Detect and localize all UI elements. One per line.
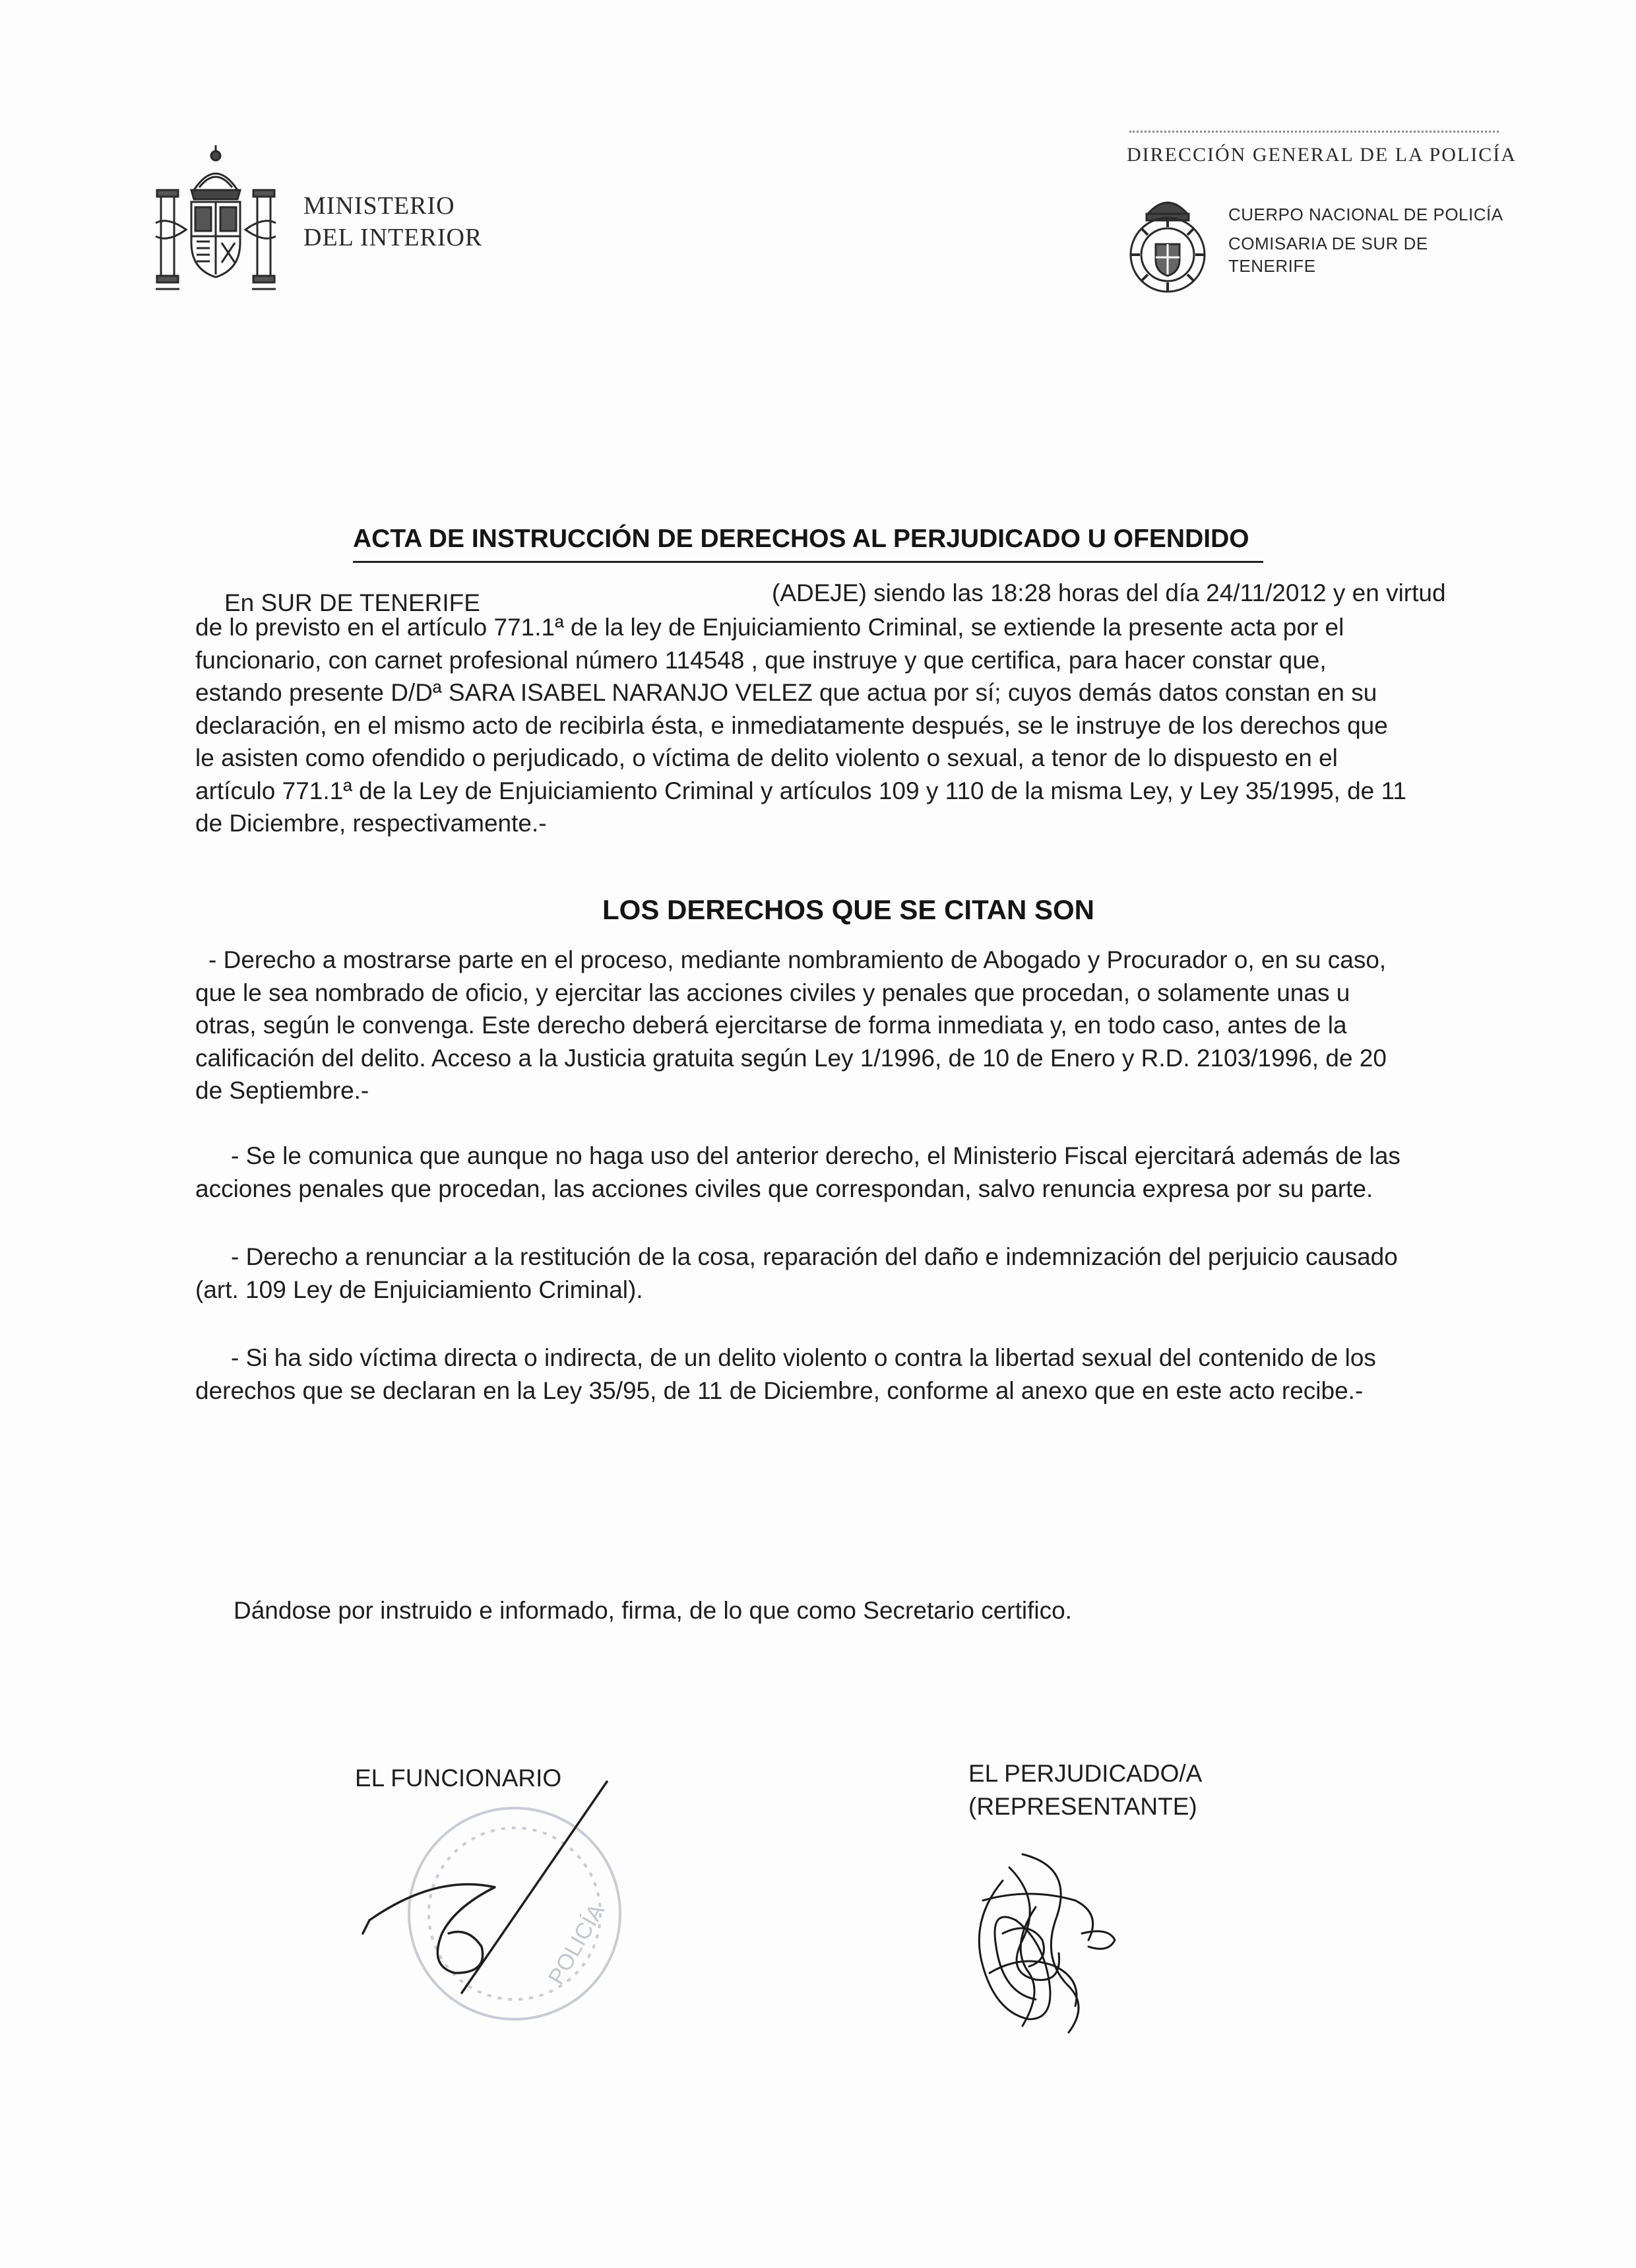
right-1-line: que le sea nombrado de oficio, y ejercitar las acciones civiles y penales que procedan, o solamente unas u	[195, 979, 1350, 1006]
intro-line1-rest: (ADEJE) siendo las 18:28 horas del día 24/11/2012 y en virtud	[772, 579, 1446, 606]
police-body-line: CUERPO NACIONAL DE POLICÍA	[1228, 205, 1503, 224]
right-1-line: de Septiembre.-	[195, 1077, 369, 1104]
intro-paragraph	[195, 611, 1457, 840]
injured-label-line1: EL PERJUDICADO/A	[968, 1760, 1203, 1787]
police-station-line1: COMISARIA DE SUR DE	[1228, 234, 1428, 253]
official-label: EL FUNCIONARIO	[355, 1765, 562, 1792]
ministry-line1: MINISTERIO	[303, 192, 455, 220]
police-station-line2: TENERIFE	[1228, 256, 1316, 276]
intro-line: estando presente D/Dª SARA ISABEL NARANJO VELEZ que actua por sí; cuyos demás datos constan en su	[195, 679, 1377, 706]
right-1-line: - Derecho a mostrarse parte en el proceso, mediante nombramiento de Abogado y Procurador o, en su caso,	[208, 946, 1387, 973]
ministry-line2: DEL INTERIOR	[303, 224, 483, 251]
document-title: ACTA DE INSTRUCCIÓN DE DERECHOS AL PERJUDICADO U OFENDIDO	[353, 525, 1249, 553]
intro-line: funcionario, con carnet profesional número 114548 , que instruye y que certifica, para hacer constar que,	[195, 646, 1327, 674]
right-4-line: derechos que se declaran en la Ley 35/95, de 11 de Diciembre, conforme al anexo que en este acto recibe.-	[195, 1377, 1364, 1404]
intro-line: artículo 771.1ª de la Ley de Enjuiciamiento Criminal y artículos 109 y 110 de la misma Ley, y Ley 35/1995, de 11	[195, 777, 1406, 804]
right-3-line: - Derecho a renunciar a la restitución de la cosa, reparación del daño e indemnización del perjuicio causado	[231, 1243, 1398, 1270]
injured-label-line2: (REPRESENTANTE)	[968, 1793, 1197, 1820]
right-4-line: - Si ha sido víctima directa o indirecta, de un delito violento o contra la libertad sexual del contenido de los	[231, 1344, 1376, 1371]
right-3-line: (art. 109 Ley de Enjuiciamiento Criminal).	[195, 1276, 643, 1303]
title-underline	[353, 561, 1263, 563]
rights-heading: LOS DERECHOS QUE SE CITAN SON	[602, 894, 1094, 925]
directorate-title: DIRECCIÓN GENERAL DE LA POLICÍA	[1127, 144, 1517, 166]
right-2-line: acciones penales que procedan, las acciones civiles que correspondan, salvo renuncia expresa por su parte.	[195, 1175, 1373, 1202]
injured-signature	[943, 1841, 1128, 2046]
ministry-name	[303, 190, 482, 253]
right-3	[195, 1241, 1457, 1306]
right-1	[195, 944, 1457, 1107]
right-1-line: calificación del delito. Acceso a la Justicia gratuita según Ley 1/1996, de 10 de Enero y R.D. 2103/1996, de 20	[195, 1044, 1387, 1072]
right-4	[195, 1342, 1457, 1407]
intro-line: de Diciembre, respectivamente.-	[195, 810, 547, 837]
header-dotted-rule	[1129, 131, 1499, 133]
right-2-line: - Se le comunica que aunque no haga uso del anterior derecho, el Ministerio Fiscal ejercitará además de las	[231, 1142, 1400, 1169]
official-signature	[356, 1775, 633, 2013]
intro-location: En SUR DE TENERIFE	[224, 589, 480, 616]
intro-line: de lo previsto en el artículo 771.1ª de la ley de Enjuiciamiento Criminal, se extiende la presente acta por el	[195, 614, 1344, 641]
right-2	[195, 1140, 1457, 1205]
intro-line: le asisten como ofendido o perjudicado, o víctima de delito violento o sexual, a tenor de lo dispuesto en el	[195, 744, 1338, 771]
closing-statement: Dándose por instruido e informado, firma, de lo que como Secretario certifico.	[234, 1597, 1072, 1624]
right-1-line: otras, según le convenga. Este derecho deberá ejercitarse de forma inmediata y, en todo caso, antes de la	[195, 1012, 1347, 1039]
intro-line: declaración, en el mismo acto de recibirla ésta, e inmediatamente después, se le instruye de los derechos que	[195, 711, 1388, 739]
stamp-text: POLICÍA	[544, 1899, 610, 1989]
coat-of-arms-icon	[153, 144, 278, 296]
police-badge-icon	[1121, 191, 1214, 297]
